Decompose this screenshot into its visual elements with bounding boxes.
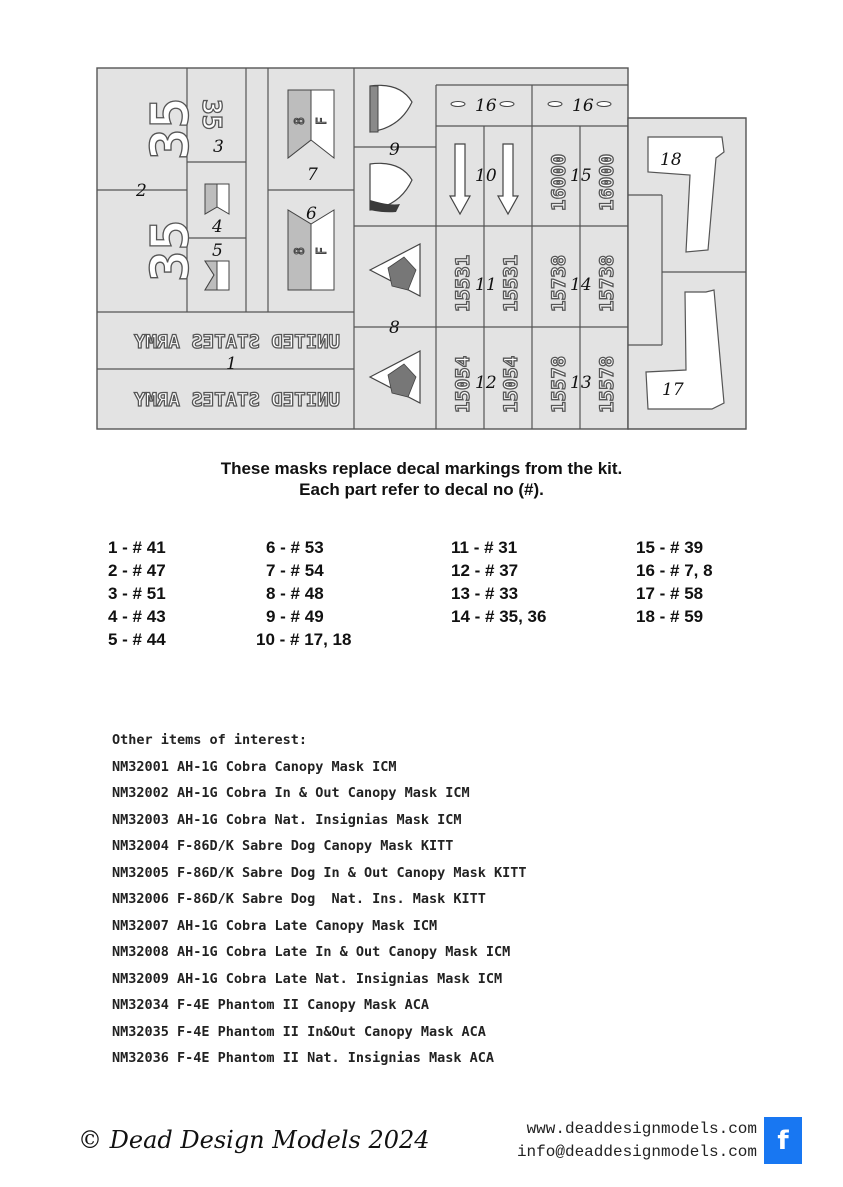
reference-item: 12 - # 37 <box>451 561 519 580</box>
mask-label-3: 3 <box>213 137 224 157</box>
stencil-army-upper: UNITED STATES ARMY <box>134 331 340 353</box>
copyright-text: © Dead Design Models 2024 <box>78 1126 430 1154</box>
mask-label-4: 4 <box>212 217 223 237</box>
other-item: NM32004 F-86D/K Sabre Dog Canopy Mask KITT <box>112 838 454 854</box>
other-item: NM32034 F-4E Phantom II Canopy Mask ACA <box>112 997 429 1013</box>
mask-sheet-diagram <box>0 0 843 440</box>
stencil-6-8: 8 <box>293 247 308 255</box>
mask-label-2: 2 <box>136 181 147 201</box>
stencil-35-upper: 35 <box>141 97 201 160</box>
mask-label-14: 14 <box>570 275 592 295</box>
reference-item: 10 - # 17, 18 <box>256 630 352 649</box>
website-link[interactable]: www.deaddesignmodels.com <box>526 1120 757 1138</box>
reference-item: 6 - # 53 <box>266 538 324 557</box>
stencil-serial-15578-a: 15578 <box>548 355 570 413</box>
reference-item: 17 - # 58 <box>636 584 704 603</box>
reference-item: 14 - # 35, 36 <box>451 607 547 626</box>
other-item: NM32007 AH-1G Cobra Late Canopy Mask ICM <box>112 917 438 934</box>
reference-column-2 <box>256 536 351 651</box>
other-item: NM32005 F-86D/K Sabre Dog In & Out Canopy Mask KITT <box>112 864 527 881</box>
stencil-serial-15738-b: 15738 <box>596 254 618 312</box>
reference-item: 3 - # 51 <box>108 584 166 603</box>
stencil-serial-15531-a: 15531 <box>452 254 474 312</box>
other-item: NM32003 AH-1G Cobra Nat. Insignias Mask ICM <box>112 811 462 828</box>
mask-label-16-a: 16 <box>475 96 497 116</box>
notice-line-2: Each part refer to decal no (#). <box>299 480 544 499</box>
mask-label-16-b: 16 <box>572 96 594 116</box>
stencil-6-f: F <box>315 247 330 255</box>
mask-label-8: 8 <box>389 318 400 338</box>
reference-item: 18 - # 59 <box>636 607 704 626</box>
reference-item: 5 - # 44 <box>108 630 166 649</box>
contact-block <box>517 1118 757 1164</box>
mask-label-17: 17 <box>662 380 684 400</box>
reference-column-1 <box>108 536 166 651</box>
reference-item: 9 - # 49 <box>266 607 324 626</box>
facebook-icon[interactable] <box>764 1117 802 1164</box>
other-items-list <box>112 727 527 1072</box>
mask-label-18: 18 <box>660 150 682 170</box>
other-item: NM32035 F-4E Phantom II In&Out Canopy Mask ACA <box>112 1023 486 1040</box>
other-item: NM32006 F-86D/K Sabre Dog Nat. Ins. Mask KITT <box>112 891 486 907</box>
stencil-serial-15054-a: 15054 <box>452 355 474 413</box>
mask-label-13: 13 <box>570 373 592 393</box>
reference-item: 15 - # 39 <box>636 538 704 557</box>
reference-item: 2 - # 47 <box>108 561 166 580</box>
stencil-35-small: 35 <box>196 99 226 131</box>
mask-label-11: 11 <box>475 275 497 295</box>
reference-item: 13 - # 33 <box>451 584 519 603</box>
stencil-army-lower: UNITED STATES ARMY <box>134 389 340 411</box>
other-items-heading: Other items of interest: <box>112 732 308 748</box>
mask-label-10: 10 <box>475 166 497 186</box>
stencil-serial-15578-b: 15578 <box>596 355 618 413</box>
stencil-serial-16000-a: 16000 <box>548 153 570 211</box>
stencil-serial-15054-b: 15054 <box>500 355 522 413</box>
reference-column-4 <box>636 536 713 628</box>
reference-item: 8 - # 48 <box>266 584 324 603</box>
other-item: NM32009 AH-1G Cobra Late Nat. Insignias Mask ICM <box>112 970 503 987</box>
mask-label-12: 12 <box>475 373 497 393</box>
stencil-7-f: F <box>315 117 330 125</box>
stencil-7-8: 8 <box>293 117 308 125</box>
reference-item: 11 - # 31 <box>451 538 518 557</box>
other-item: NM32008 AH-1G Cobra Late In & Out Canopy Mask ICM <box>112 944 511 960</box>
mask-label-7: 7 <box>307 165 318 185</box>
notice-line-1: These masks replace decal markings from the kit. <box>220 459 623 478</box>
stencil-serial-15531-b: 15531 <box>500 254 522 312</box>
mask-label-5: 5 <box>212 241 223 261</box>
mask-label-15: 15 <box>570 166 592 186</box>
instructions-notice <box>0 458 843 500</box>
reference-column-3 <box>451 536 546 628</box>
email-link[interactable]: info@deaddesignmodels.com <box>516 1143 757 1161</box>
mask-label-6: 6 <box>306 204 317 224</box>
other-item: NM32001 AH-1G Cobra Canopy Mask ICM <box>112 758 397 775</box>
other-item: NM32036 F-4E Phantom II Nat. Insignias Mask ACA <box>112 1050 495 1066</box>
reference-item: 7 - # 54 <box>266 561 324 580</box>
stencil-35-lower: 35 <box>141 219 201 282</box>
reference-item: 16 - # 7, 8 <box>636 561 713 580</box>
other-item: NM32002 AH-1G Cobra In & Out Canopy Mask ICM <box>112 785 470 801</box>
mask-label-1: 1 <box>226 354 237 374</box>
stencil-serial-16000-b: 16000 <box>596 153 618 211</box>
reference-item: 1 - # 41 <box>108 538 166 557</box>
mask-label-9: 9 <box>389 140 400 160</box>
facebook-glyph: f <box>777 1125 789 1156</box>
reference-item: 4 - # 43 <box>108 607 166 626</box>
stencil-serial-15738-a: 15738 <box>548 254 570 312</box>
